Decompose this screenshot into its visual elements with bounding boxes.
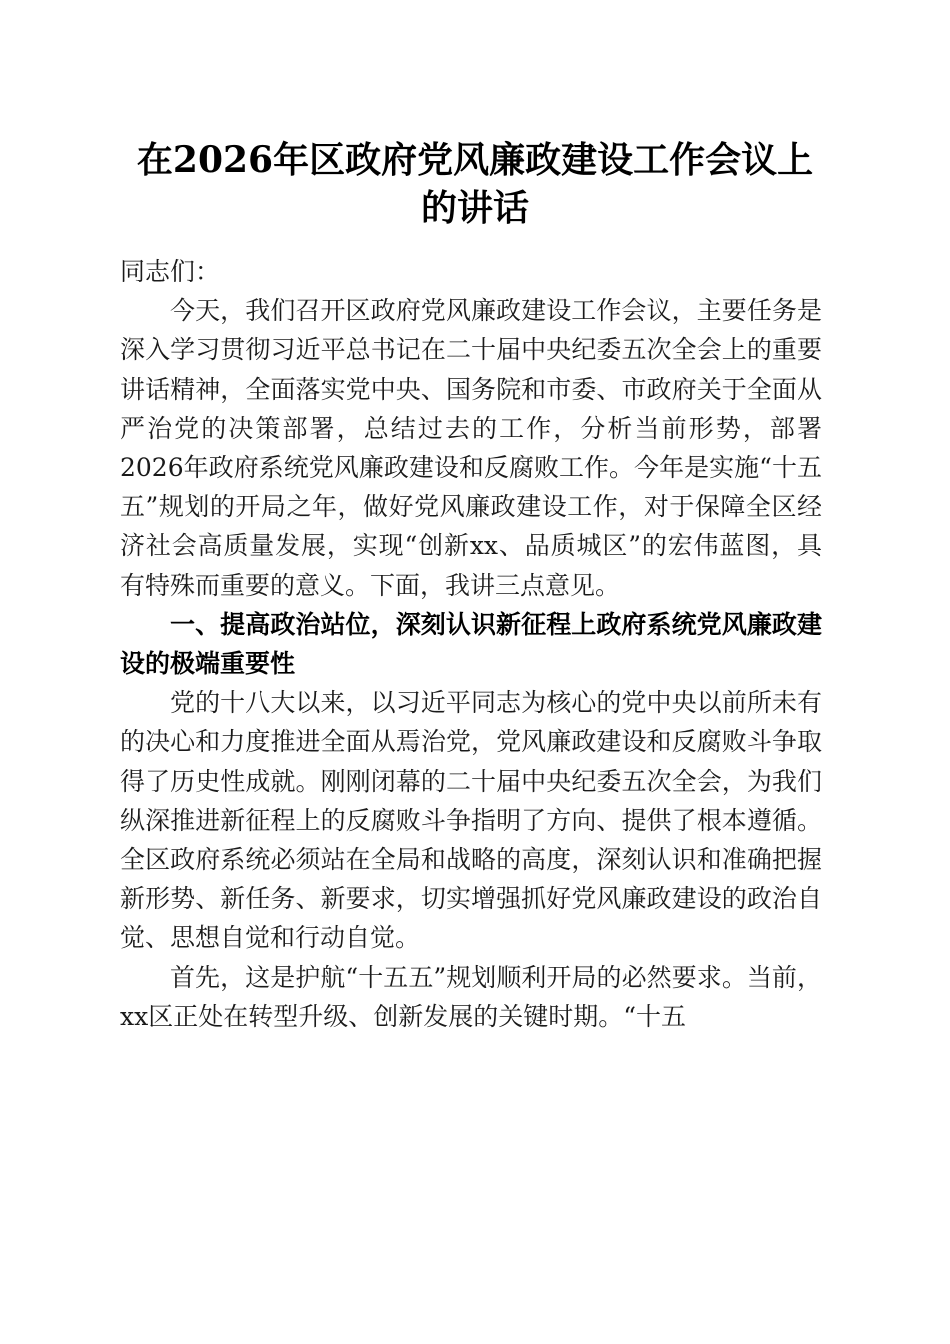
document-body [120,252,822,1036]
salutation: 同志们： [120,257,221,286]
section-paragraph: 首先，这是护航“十五五”规划顺利开局的必然要求。当前，xx区正处在转型升级、创新发展的关键时期。“十五 [120,962,822,1031]
opening-paragraph: 今天，我们召开区政府党风廉政建设工作会议，主要任务是深入学习贯彻习近平总书记在二十届中央纪委五次全会上的重要讲话精神，全面落实党中央、国务院和市委、市政府关于全面从严治党的决策部署，总结过去的工作，分析当前形势，部署2026年政府系统党风廉政建设和反腐败工作。今年是实施“十五五”规划的开局之年，做好党风廉政建设工作，对于保障全区经济社会高质量发展，实现“创新xx、品质城区”的宏伟蓝图，具有特殊而重要的意义。下面，我讲三点意见。 [120,296,822,600]
document-title: 在2026年区政府党风廉政建设工作会议上的讲话 [136,139,814,229]
section-paragraph: 党的十八大以来，以习近平同志为核心的党中央以前所未有的决心和力度推进全面从焉治党，党风廉政建设和反腐败斗争取得了历史性成就。刚刚闭幕的二十届中央纪委五次全会，为我们纵深推进新征程上的反腐败斗争指明了方向、提供了根本遵循。全区政府系统必须站在全局和战略的高度，深刻认识和准确把握新形势、新任务、新要求，切实增强抓好党风廉政建设的政治自觉、思想自觉和行动自觉。 [120,688,822,953]
section-heading: 一、提高政治站位，深刻认识新征程上政府系统党风廉政建设的极端重要性 [120,609,822,679]
